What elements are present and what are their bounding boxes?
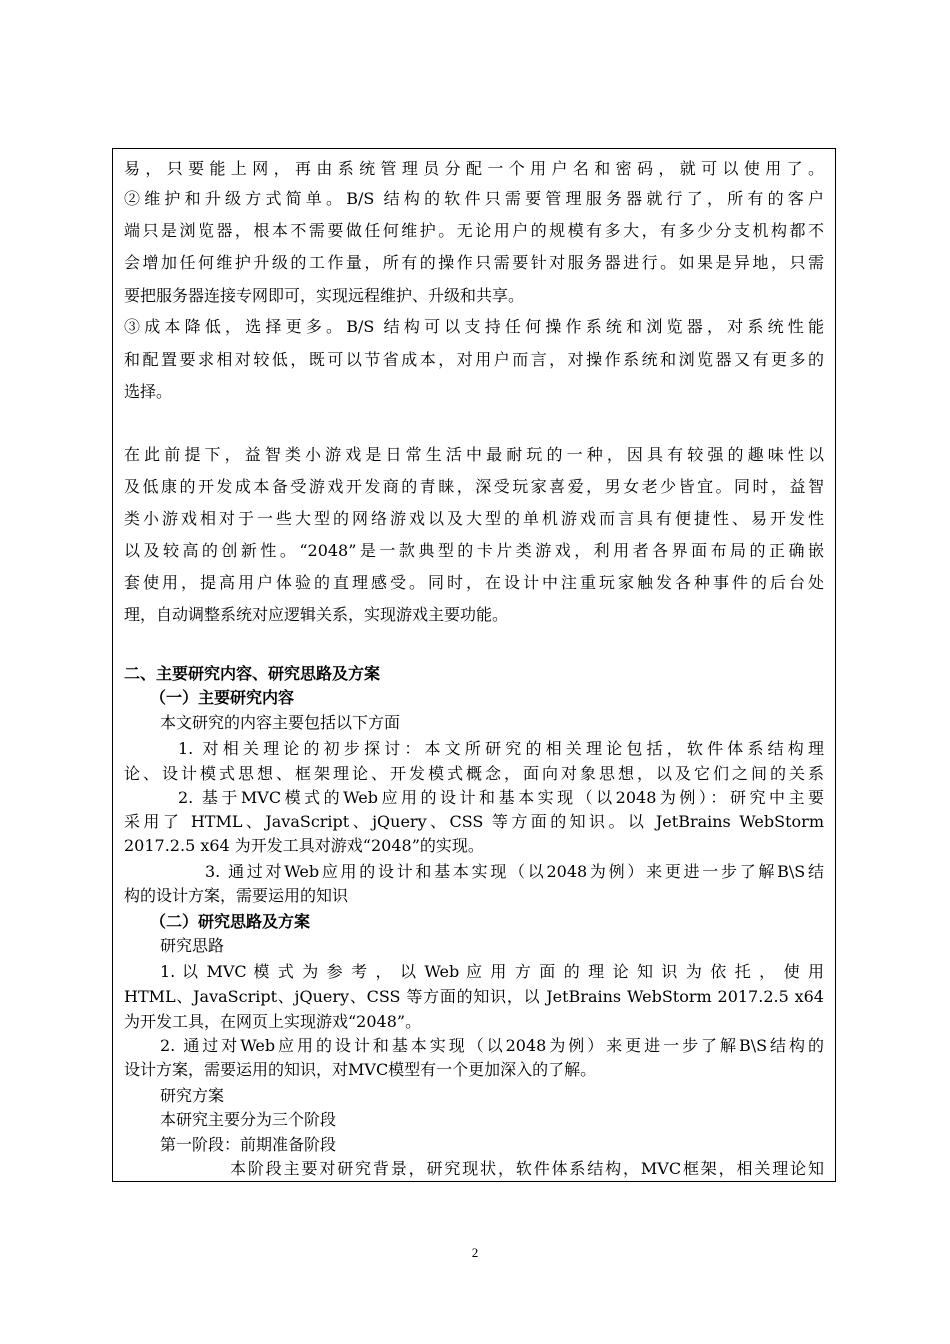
list-item: 2. 通过对Web应用的设计和基本实现（以2048为例）来更进一步了解B\S结构的 xyxy=(160,1036,824,1055)
text-line: 第一阶段：前期准备阶段 xyxy=(160,1135,337,1154)
text-line: HTML、JavaScript、jQuery、CSS 等方面的知识，以 JetBrains WebStorm 2017.2.5 x64 xyxy=(124,987,824,1006)
text-line: 本文研究的内容主要包括以下方面 xyxy=(160,713,401,732)
text-line: 本阶段主要对研究背景，研究现状，软件体系结构，MVC框架，相关理论知 xyxy=(230,1159,824,1178)
list-item: 1. 以 MVC 模 式 为 参 考 ， 以 Web 应 用 方 面 的 理 论 知 识 为 依 托 ， 使 用 xyxy=(160,962,824,981)
section-heading: 二、主要研究内容、研究思路及方案 xyxy=(124,664,381,683)
text-line: 及低康的开发成本备受游戏开发商的青睐，深受玩家喜爱，男女老少皆宜。同时，益智 xyxy=(124,477,824,496)
text-line: 类小游戏相对于一些大型的网络游戏以及大型的单机游戏而言具有便捷性、易开发性 xyxy=(124,509,824,528)
text-line: 2017.2.5 x64 为开发工具对游戏“2048”的实现。 xyxy=(124,836,484,855)
text-line: 要把服务器连接专网即可，实现远程维护、升级和共享。 xyxy=(124,286,525,305)
list-item: 1. 对相关理论的初步探讨：本文所研究的相关理论包括，软件体系结构理 xyxy=(178,739,824,758)
subsection-heading: （二）研究思路及方案 xyxy=(150,912,311,931)
text-line: ②维护和升级方式简单。B/S 结构的软件只需要管理服务器就行了，所有的客户 xyxy=(124,189,824,208)
text-line: 以及较高的创新性。“2048”是一款典型的卡片类游戏，利用者各界面布局的正确嵌 xyxy=(124,541,824,560)
list-item: 3. 通过对Web应用的设计和基本实现（以2048为例）来更进一步了解B\S结 xyxy=(205,862,824,881)
text-line: 论、设计模式思想、框架理论、开发模式概念，面向对象思想，以及它们之间的关系 xyxy=(124,764,824,783)
text-line: 采用了 HTML、JavaScript、jQuery、CSS 等方面的知识。以 JetBrains WebStorm xyxy=(124,812,824,831)
text-line: 端只是浏览器，根本不需要做任何维护。无论用户的规模有多大，有多少分支机构都不 xyxy=(124,221,824,240)
text-line: 研究方案 xyxy=(160,1086,225,1105)
subsection-heading: （一）主要研究内容 xyxy=(150,688,295,707)
text-line: 理，自动调整系统对应逻辑关系，实现游戏主要功能。 xyxy=(124,605,509,624)
text-line: 选择。 xyxy=(124,382,173,401)
text-line: 在此前提下，益智类小游戏是日常生活中最耐玩的一种，因具有较强的趣味性以 xyxy=(124,445,824,464)
list-item: 2. 基于MVC模式的Web应用的设计和基本实现（以2048为例）：研究中主要 xyxy=(178,788,824,807)
text-line: 套使用，提高用户体验的直理感受。同时，在设计中注重玩家触发各种事件的后台处 xyxy=(124,573,824,592)
text-line: 本研究主要分为三个阶段 xyxy=(160,1110,337,1129)
text-line: 为开发工具，在网页上实现游戏“2048”。 xyxy=(124,1012,422,1031)
text-line: 设计方案，需要运用的知识，对MVC模型有一个更加深入的了解。 xyxy=(124,1060,597,1079)
text-line: 易，只要能上网，再由系统管理员分配一个用户名和密码，就可以使用了。 xyxy=(124,159,824,178)
text-line: 构的设计方案，需要运用的知识 xyxy=(124,886,349,905)
page-number: 2 xyxy=(471,1245,479,1260)
text-line: 会增加任何维护升级的工作量，所有的操作只需要针对服务器进行。如果是异地，只需 xyxy=(124,253,824,272)
text-line: 和配置要求相对较低，既可以节省成本，对用户而言，对操作系统和浏览器又有更多的 xyxy=(124,350,824,369)
text-line: 研究思路 xyxy=(160,936,225,955)
text-line: ③成本降低，选择更多。B/S 结构可以支持任何操作系统和浏览器，对系统性能 xyxy=(124,317,824,336)
